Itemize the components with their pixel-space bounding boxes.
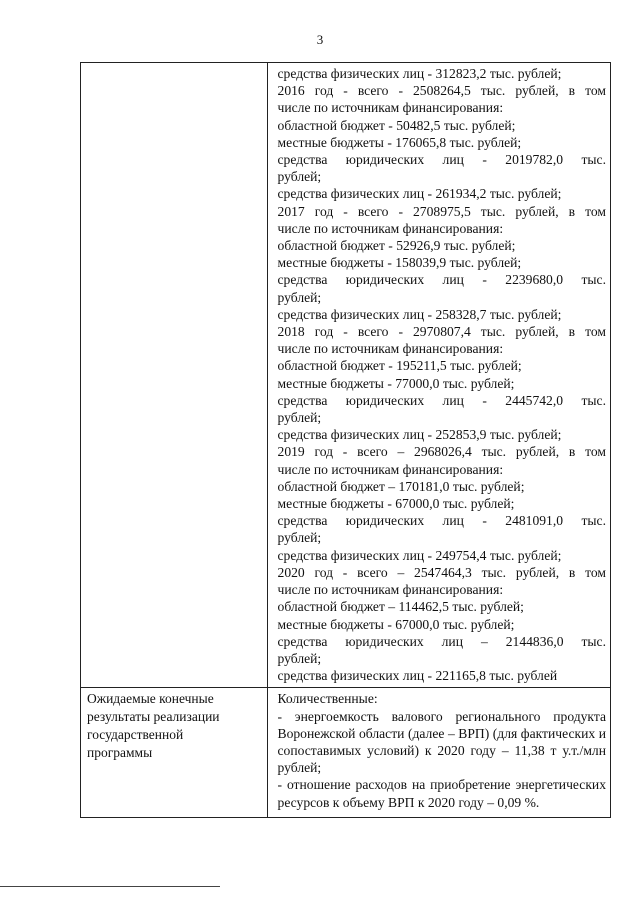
funding-line: числе по источникам финансирования: <box>277 341 504 357</box>
results-row <box>81 688 611 817</box>
funding-line: областной бюджет - 52926,9 тыс. рублей; <box>277 238 516 254</box>
funding-line: числе по источникам финансирования: <box>277 220 504 236</box>
funding-line: рублей; <box>277 530 322 546</box>
results-label-line: государственной <box>87 727 184 743</box>
funding-line: рублей; <box>277 289 322 305</box>
results-label-line: Ожидаемые конечные <box>87 691 214 707</box>
funding-line: 2018 год - всего - 2970807,4 тыс. рублей, в том <box>277 324 606 340</box>
funding-line: средства физических лиц - 221165,8 тыс. рублей <box>277 668 558 684</box>
funding-line: рублей; <box>277 650 322 666</box>
funding-line: числе по источникам финансирования: <box>277 100 504 116</box>
results-items <box>278 708 606 811</box>
funding-line: средства юридических лиц – 2144836,0 тыс. <box>277 633 606 649</box>
funding-line: средства физических лиц - 249754,4 тыс. рублей; <box>277 547 562 563</box>
footer-rule <box>0 886 220 887</box>
results-heading: Количественные: <box>277 691 378 707</box>
results-block <box>268 688 610 816</box>
funding-line: рублей; <box>277 410 322 426</box>
page-number: 3 <box>316 32 324 47</box>
funding-line: 2020 год - всего – 2547464,3 тыс. рублей, в том <box>277 564 606 580</box>
results-value-cell <box>267 688 610 817</box>
funding-line: средства юридических лиц - 2019782,0 тыс. <box>277 152 606 168</box>
results-label-line: результаты реализации <box>87 709 220 725</box>
funding-line: областной бюджет – 170181,0 тыс. рублей; <box>277 478 525 494</box>
funding-line: областной бюджет – 114462,5 тыс. рублей; <box>277 599 524 615</box>
funding-list <box>268 63 610 687</box>
funding-line: средства физических лиц - 258328,7 тыс. рублей; <box>277 306 562 322</box>
results-label-cell <box>81 688 268 817</box>
funding-line: средства физических лиц - 252853,9 тыс. рублей; <box>277 427 562 443</box>
funding-line: областной бюджет - 195211,5 тыс. рублей; <box>277 358 522 374</box>
funding-row <box>81 63 611 688</box>
funding-line: числе по источникам финансирования: <box>277 461 504 477</box>
funding-line: местные бюджеты - 176065,8 тыс. рублей; <box>277 134 522 150</box>
funding-line: 2017 год - всего - 2708975,5 тыс. рублей, в том <box>277 203 606 219</box>
funding-line: 2019 год - всего – 2968026,4 тыс. рублей, в том <box>277 444 606 460</box>
results-label-line: программы <box>87 745 153 761</box>
funding-line: местные бюджеты - 158039,9 тыс. рублей; <box>277 255 522 271</box>
funding-line: местные бюджеты - 77000,0 тыс. рублей; <box>277 375 515 391</box>
funding-line: средства юридических лиц - 2481091,0 тыс. <box>277 513 606 529</box>
results-item: - энергоемкость валового регионального продукта Воронежской области (далее – ВРП) (для фактических и сопоставимых условий) к 2020 году – 11,38 т у.т./млн рублей; <box>277 708 606 776</box>
funding-line: 2016 год - всего - 2508264,5 тыс. рублей, в том <box>277 83 606 99</box>
funding-line: местные бюджеты - 67000,0 тыс. рублей; <box>277 496 515 512</box>
program-passport-table <box>80 62 611 818</box>
funding-line: средства юридических лиц - 2445742,0 тыс. <box>277 392 606 408</box>
results-label <box>81 688 267 762</box>
funding-label-cell <box>81 63 268 688</box>
funding-line: рублей; <box>277 169 322 185</box>
funding-line: средства юридических лиц - 2239680,0 тыс. <box>277 272 606 288</box>
funding-line: областной бюджет - 50482,5 тыс. рублей; <box>277 117 516 133</box>
funding-line: местные бюджеты - 67000,0 тыс. рублей; <box>277 616 515 632</box>
results-item: - отношение расходов на приобретение энергетических ресурсов к объему ВРП к 2020 году – 0,09 %. <box>277 777 606 810</box>
funding-line: средства физических лиц - 261934,2 тыс. рублей; <box>277 186 562 202</box>
funding-line: средства физических лиц - 312823,2 тыс. рублей; <box>277 66 562 81</box>
funding-value-cell <box>267 63 610 688</box>
funding-line: числе по источникам финансирования: <box>277 582 504 598</box>
